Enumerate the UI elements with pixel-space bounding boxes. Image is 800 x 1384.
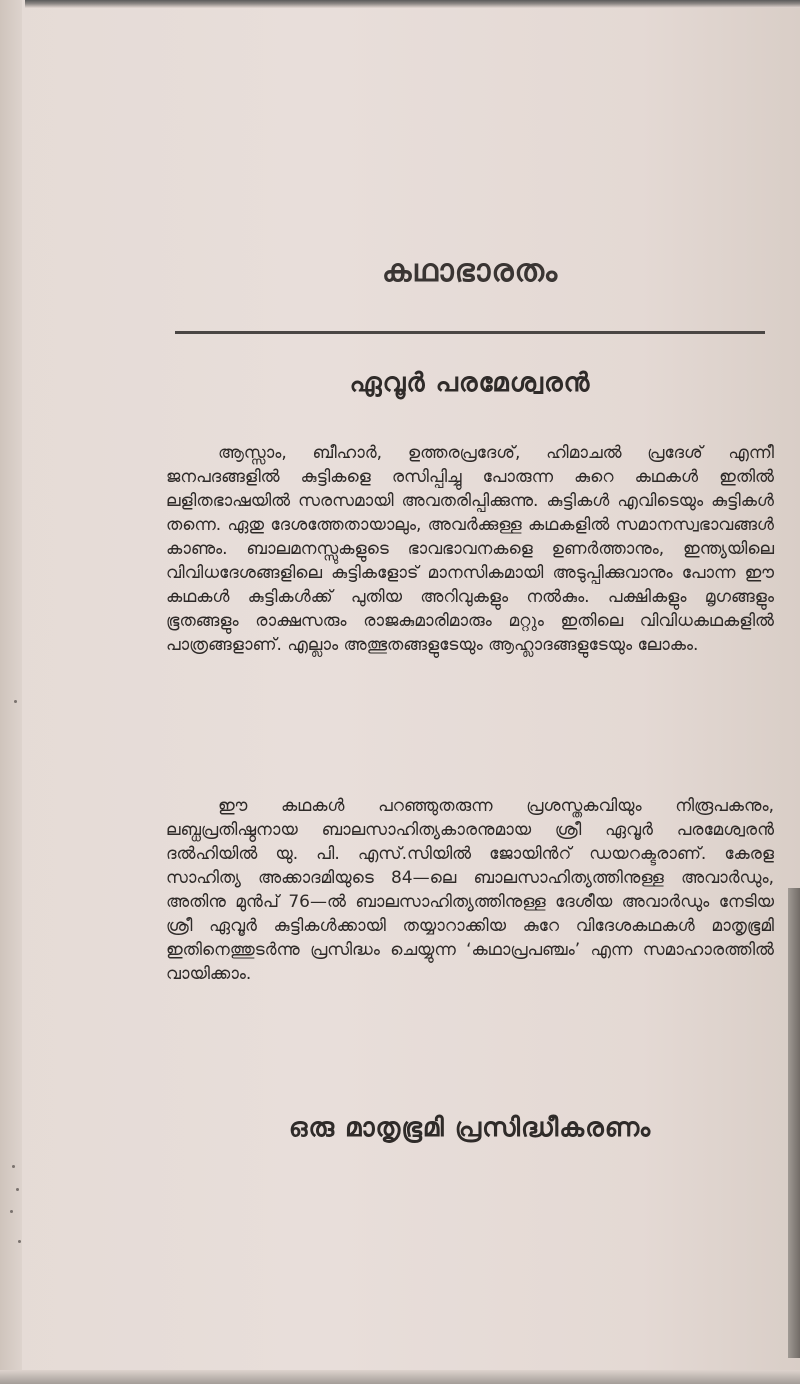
author-name: ഏവൂർ പരമേശ്വരൻ — [349, 368, 591, 398]
series-title: കഥാഭാരതം — [381, 253, 559, 289]
blurb-paragraph-1: ആസ്സാം, ബീഹാർ, ഉത്തരപ്രദേശ്, ഹിമാചൽ പ്രദേശ് എന്നീ ജനപദങ്ങളിൽ കുട്ടികളെ രസിപ്പിച്ചു പോരുന്ന കുറെ കഥകൾ ഇതിൽ ലളിതഭാഷയിൽ സരസമായി അവതരിപ്പിക്കുന്നു. കുട്ടികൾ എവിടെയും കുട്ടികൾ തന്നെ. ഏതു ദേശത്തേതായാലും, അവർക്കുള്ള കഥകളിൽ സമാനസ്വഭാവങ്ങൾ കാണും. ബാലമനസ്സുകളുടെ ഭാവഭാവനകളെ ഉണർത്താനും, ഇന്ത്യയിലെ വിവിധദേശങ്ങളിലെ കുട്ടികളോട് മാനസികമായി അടുപ്പിക്കുവാനും പോന്ന ഈ കഥകൾ കുട്ടികൾക്ക് പുതിയ അറിവുകളും നൽകും. പക്ഷികളും മൃഗങ്ങളും ഭൂതങ്ങളും രാക്ഷസരും രാജകുമാരിമാരും മറ്റും ഇതിലെ വിവിധകഥകളിൽ പാത്രങ്ങളാണ്. എല്ലാം അത്ഭുതങ്ങളുടേയും ആഹ്ലാദങ്ങളുടേയും ലോകം. — [166, 443, 774, 655]
blurb-paragraph-2: ഈ കഥകൾ പറഞ്ഞുതരുന്ന പ്രശസ്തകവിയും നിരൂപകനും, ലബ്ധപ്രതിഷ്ഠനായ ബാലസാഹിത്യകാരനുമായ ശ്രീ ഏവൂർ പരമേശ്വരൻ ദൽഹിയിൽ യു. പി. എസ്.സിയിൽ ജോയിൻറ് ഡയറക്ടരാണ്. കേരള സാഹിത്യ അക്കാദമിയുടെ 84—ലെ ബാലസാഹിത്യത്തിനുള്ള അവാർഡും, അതിനു മുൻപ് 76—ൽ ബാലസാഹിത്യത്തിനുള്ള ദേശീയ അവാർഡും നേടിയ ശ്രീ ഏവൂർ കുട്ടികൾക്കായി തയ്യാറാക്കിയ കുറേ വിദേശകഥകൾ മാതൃഭൂമി ഇതിനെത്തുടർന്നു പ്രസിദ്ധം ചെയ്യുന്ന ‘കഥാപ്രപഞ്ചം’ എന്ന സമാഹാരത്തിൽ വായിക്കാം. — [166, 796, 774, 984]
page-top-edge — [25, 0, 800, 8]
publisher-line: ഒരു മാതൃഭൂമി പ്രസിദ്ധീകരണം — [288, 1113, 652, 1143]
title-divider — [175, 331, 765, 334]
adjacent-page-edge — [788, 888, 800, 1358]
page-bottom-edge — [0, 1370, 800, 1384]
page-left-edge — [0, 0, 22, 1384]
